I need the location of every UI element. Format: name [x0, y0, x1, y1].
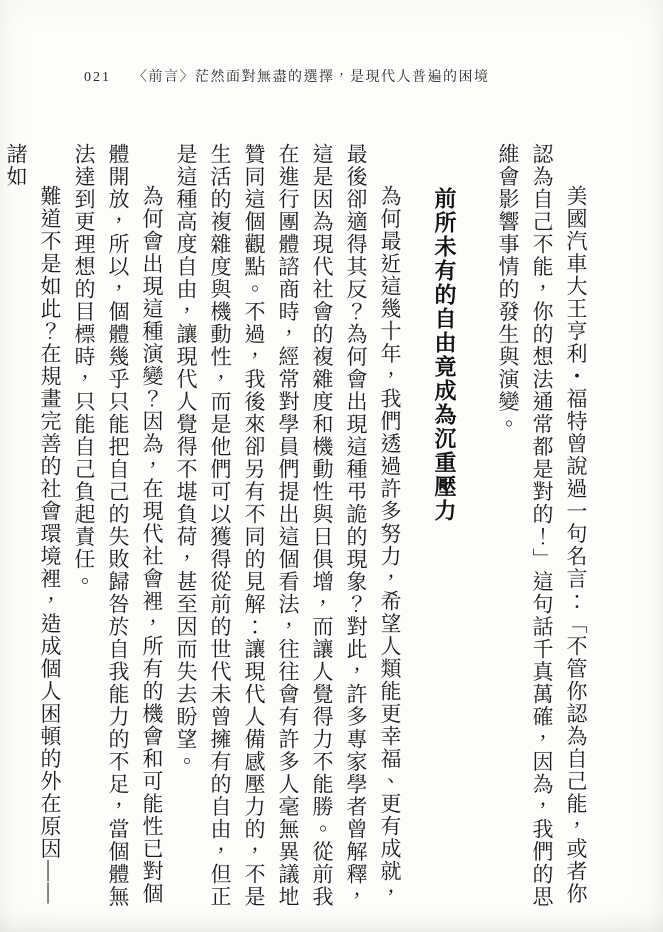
running-header: [84, 66, 490, 86]
section-heading: 前所未有的自由竟成為沉重壓力: [432, 187, 457, 523]
paragraph-quote: 美國汽車大王亨利・福特曾說過一句名言：「不管你認為自己能，或者你認為自己不能，你的想法通常都是對的！」這句話千真萬確，因為，我們的思維會影響事情的發生與演變。: [496, 143, 588, 908]
running-header-title: 茫然面對無盡的選擇，是現代人普遍的困境: [195, 70, 490, 85]
paragraph-body-1: 為何最近這幾十年，我們透過許多努力，希望人類能更幸福、更有成就，最後卻適得其反？為何會出現這種弔詭的現象？對此，許多專家學者曾解釋，這是因為現代社會的複雜度和機動性與日俱增，而讓人覺得力不能勝。從前我在進行團體諮商時，經常對學員們提出這個看法，往往會有許多人毫無異議地贊同這個觀點。不過，我後來卻另有不同的見解：讓現代人備感壓力的，不是生活的複雜度與機動性，而是他們可以獲得從前的世代未曾擁有的自由，但正是這種高度自由，讓現代人覺得不堪負荷，甚至因而失去盼望。: [174, 143, 402, 908]
body-text: [4, 143, 593, 918]
paragraph-body-2: 為何會出現這種演變？因為，在現代社會裡，所有的機會和可能性已對個體開放，所以，個體幾乎只能把自己的失敗歸咎於自我能力的不足，當個體無法達到更理想的目標時，只能自己負起責任。: [72, 143, 164, 908]
section-label: 〈前言〉: [133, 70, 195, 85]
page-number: 021: [84, 70, 111, 85]
paragraph-body-3: 難道不是如此？在規畫完善的社會環境裡，造成個人困頓的外在原因——諸如: [4, 143, 62, 905]
